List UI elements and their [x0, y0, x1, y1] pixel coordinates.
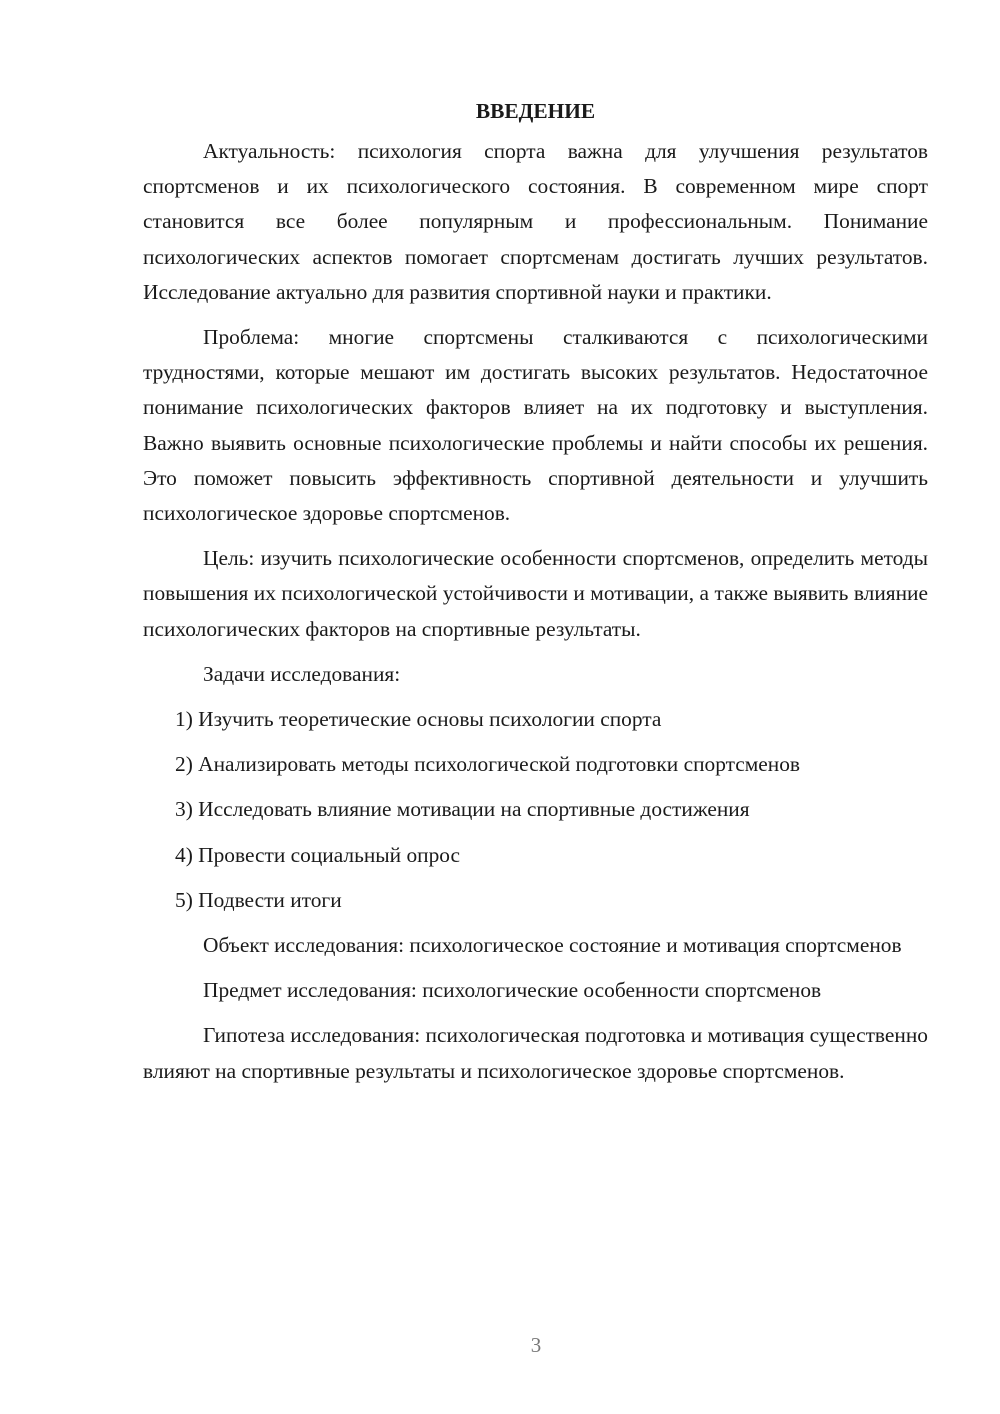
goal-paragraph: Цель: изучить психологические особенности спортсменов, определить методы повышения их психологической устойчивости и мотивации, а также выявить влияние психологических факторов на спортивные результаты.: [143, 546, 928, 641]
object-paragraph: Объект исследования: психологическое состояние и мотивация спортсменов: [203, 933, 902, 958]
page-number-container: [0, 1333, 1000, 1358]
problem-paragraph: Проблема: многие спортсмены сталкиваются с психологическими трудностями, которые мешают им достигать высоких результатов. Недостаточное понимание психологических факторов влияет на их подготовку и выступления. Важно выявить основные психологические проблемы и найти способы их решения. Это поможет повысить эффективность спортивной деятельности и улучшить психологическое здоровье спортсменов.: [143, 325, 928, 526]
list-item: 1) Изучить теоретические основы психологии спорта: [175, 707, 662, 732]
tasks-list: [143, 702, 928, 918]
tasks-title: Задачи исследования:: [203, 661, 401, 686]
list-item: 2) Анализировать методы психологической подготовки спортсменов: [175, 752, 801, 777]
page-title: ВВЕДЕНИЕ: [475, 99, 596, 123]
list-item: 3) Исследовать влияние мотивации на спортивные достижения: [175, 797, 750, 822]
list-item: 4) Провести социальный опрос: [175, 842, 461, 867]
relevance-paragraph: Актуальность: психология спорта важна для улучшения результатов спортсменов и их психологического состояния. В современном мире спорт становится все более популярным и профессиональным. Понимание психологических аспектов помогает спортсменам достигать лучших результатов. Исследование актуально для развития спортивной науки и практики.: [143, 139, 928, 304]
hypothesis-paragraph: Гипотеза исследования: психологическая подготовка и мотивация существенно влияют на спортивные результаты и психологическое здоровье спортсменов.: [143, 1023, 928, 1083]
document-page: [143, 96, 928, 1099]
page-number: 3: [530, 1333, 542, 1357]
subject-paragraph: Предмет исследования: психологические особенности спортсменов: [203, 978, 822, 1003]
list-item: 5) Подвести итоги: [175, 887, 342, 912]
